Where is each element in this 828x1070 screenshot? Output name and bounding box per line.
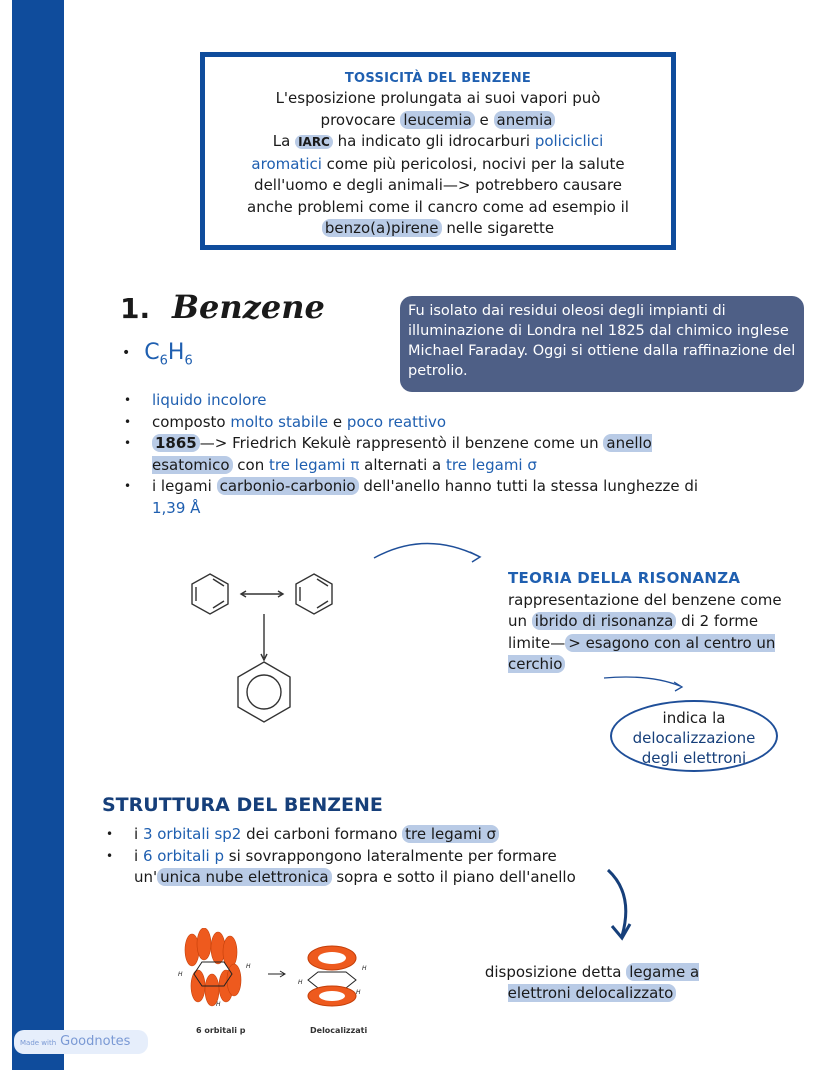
hydrogen-label: H <box>356 989 361 996</box>
benzene-properties-list <box>122 390 722 519</box>
highlight-iarc: IARC <box>295 135 333 149</box>
toxicity-line: anche problemi come il cancro come ad esempio il <box>247 197 629 216</box>
structure-title: STRUTTURA DEL BENZENE <box>102 794 383 816</box>
formula-c-sub: 6 <box>159 353 168 369</box>
structure-list <box>104 824 624 889</box>
resonance-theory <box>508 568 798 676</box>
toxicity-line: nelle sigarette <box>441 219 555 237</box>
section-title-benzene: Benzene <box>172 288 325 326</box>
highlight-ibrido: ibrido di risonanza <box>532 612 677 630</box>
list-text: con <box>232 455 269 474</box>
left-sidebar-bar <box>12 0 64 1070</box>
list-text: alternati a <box>359 455 446 474</box>
toxicity-line: dell'uomo e degli animali—> potrebbero causare <box>254 176 622 194</box>
hydrogen-label: H <box>362 965 367 972</box>
term-reattivo: poco reattivo <box>346 412 447 431</box>
term-legami-pi: tre legami π <box>268 455 360 474</box>
highlight-esagono: > esagono con al centro un cerchio <box>508 633 776 673</box>
list-text: composto <box>152 412 231 431</box>
toxicity-title: TOSSICITÀ DEL BENZENE <box>344 71 532 86</box>
list-text: i <box>134 846 143 865</box>
term-sp2: 3 orbitali sp2 <box>142 825 242 843</box>
goodnotes-watermark <box>14 1030 148 1054</box>
list-text: e <box>328 412 347 431</box>
faraday-note: Fu isolato dai residui oleosi degli impianti di illuminazione di Londra nel 1825 dal chimico inglese Michael Faraday. Oggi si ottiene dalla raffinazione del petrolio. <box>400 296 804 392</box>
list-item <box>122 390 722 412</box>
list-text: si sovrappongono lateralmente per formare un' <box>134 846 557 886</box>
toxicity-line: e <box>474 110 494 129</box>
highlight-anemia: anemia <box>494 111 556 129</box>
delocalization-oval <box>610 700 778 772</box>
highlight-benzopirene: benzo(a)pirene <box>322 219 442 237</box>
highlight-legame: legame a elettroni delocalizzato <box>507 963 700 1002</box>
list-text: sopra e sotto il piano dell'anello <box>331 868 576 886</box>
list-item <box>104 846 624 889</box>
bullet-dot: • <box>122 345 131 361</box>
watermark-brand: Goodnotes <box>60 1034 131 1049</box>
list-item <box>122 476 722 519</box>
hydrogen-label: H <box>246 963 251 970</box>
oval-term: delocalizzazione degli elettroni <box>632 729 756 767</box>
toxicity-box <box>200 52 676 250</box>
toxicity-line: ha indicato gli idrocarburi <box>332 132 535 150</box>
term-lunghezza: 1,39 Å <box>152 498 201 517</box>
formula-h: H <box>167 340 185 365</box>
resonance-title: TEORIA DELLA RISONANZA <box>508 569 741 587</box>
oval-text: indica la <box>662 709 726 727</box>
list-text: dei carboni formano <box>241 825 403 843</box>
term-stabile: molto stabile <box>230 412 329 431</box>
disposition-text <box>452 962 732 1004</box>
theory-text: rappresentazione del benzene come un <box>508 590 782 630</box>
toxicity-text <box>217 88 659 240</box>
highlight-nube: unica nube elettronica <box>157 868 331 886</box>
orbital-diagram <box>172 928 382 1014</box>
term-orbitali-p: 6 orbitali p <box>142 846 224 865</box>
highlight-anello: anello esatomico <box>152 434 652 474</box>
resonance-structures-diagram <box>180 560 350 730</box>
term-legami-sigma: tre legami σ <box>446 455 537 474</box>
orbitals-caption: 6 orbitali p <box>196 1026 246 1035</box>
list-text: i <box>134 825 143 843</box>
toxicity-line: come più pericolosi, nocivi per la salute <box>321 154 625 173</box>
hydrogen-label: H <box>216 1001 221 1008</box>
highlight-legami-sigma: tre legami σ <box>402 825 499 843</box>
highlight-leucemia: leucemia <box>400 111 474 129</box>
list-text: i legami <box>152 477 217 495</box>
term-policiclici: policiclici <box>534 132 604 150</box>
highlight-carbonio: carbonio-carbonio <box>217 477 359 495</box>
hydrogen-label: H <box>298 979 303 986</box>
curved-arrow-icon <box>370 536 490 566</box>
term-aromatici: aromatici <box>251 154 322 173</box>
theory-text: di 2 forme limite— <box>508 612 759 652</box>
term-liquido: liquido incolore <box>152 391 267 409</box>
delocalized-caption: Delocalizzati <box>310 1026 368 1035</box>
toxicity-line: La <box>272 132 296 150</box>
small-arrow-icon <box>600 672 690 694</box>
formula-c: C <box>144 340 160 365</box>
watermark-small: Made with <box>20 1039 57 1047</box>
curved-down-arrow-icon <box>600 866 640 946</box>
hydrogen-label: H <box>178 971 183 978</box>
section-number: 1. <box>120 292 151 325</box>
highlight-1865: 1865 <box>152 434 200 452</box>
formula-h-sub: 6 <box>184 353 193 369</box>
list-item <box>122 412 722 434</box>
dispo-text: disposizione detta <box>484 963 627 981</box>
toxicity-line: L'esposizione prolungata ai suoi vapori può <box>275 89 601 107</box>
list-item <box>104 824 624 846</box>
list-text: —> Friedrich Kekulè rappresentò il benzene come un <box>199 434 604 452</box>
toxicity-line: provocare <box>320 110 401 129</box>
list-item <box>122 433 722 476</box>
list-text: dell'anello hanno tutti la stessa lunghezze di <box>358 477 699 495</box>
benzene-formula <box>122 340 193 368</box>
